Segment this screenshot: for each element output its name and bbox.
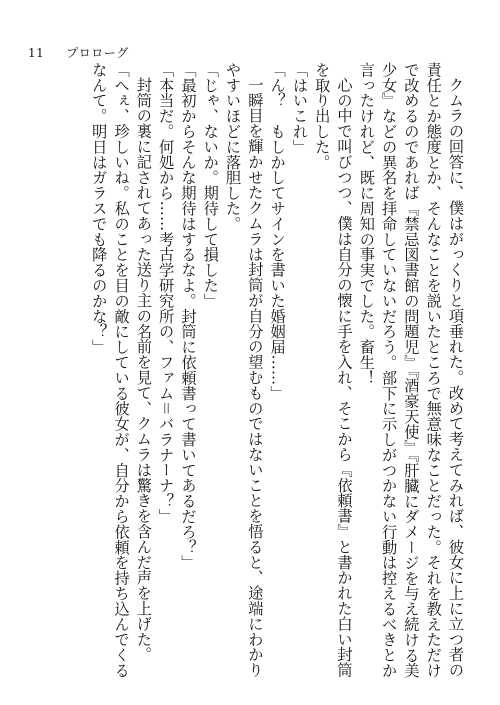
chapter-title: プロローグ [66,46,129,60]
body-text [42,62,467,692]
page-header [28,44,129,61]
paragraph: 心の中で叫びつつ、僕は自分の懐に手を入れ、そこから『依頼書』と書かれた白い封筒を取り出した。 [313,62,354,678]
page-number: 11 [28,46,45,60]
paragraph: 封筒の裏に記されてあった送り主の名前を見て、クムラは驚きを含んだ声を上げた。 [134,77,153,663]
dialogue-line: 「本当だ。何処から……考古学研究所の、ファム＝バラナーナ？」 [157,62,176,524]
paragraph: クムラの回答に、僕はがっくりと項垂れた。改めて考えてみれば、彼女に上に立つ者の責任とか態度とか、そんなことを説いたところで無意味なことだった。それを教えただけで改めるのであれば『禁忌図書館の問題児』『酒豪天使』『肝臓にダメージを与え続ける美少女』などの異名を拝命していないだろう。部下に示しがつかない行動は控えるべきとか言ったけれど、既に周知の事実でした。畜生！ [357,62,465,679]
dialogue-line: 「ん？ もしかしてサインを書いた婚姻届……」 [268,62,287,401]
dialogue-line: 「最初からそんな期待はするなよ。封筒に依頼書って書いてあるだろ？」 [179,62,198,571]
dialogue-line: 「へぇ、珍しいね。私のことを目の敵にしている彼女が、自分から依頼を持ち込んでくるなんて。明日はガラスでも降るのかな？」 [90,62,131,678]
dialogue-line: 「じゃ、ないか。期待して損した」 [201,62,220,309]
dialogue-line: 「はいこれ」 [290,62,309,155]
paragraph: 一瞬目を輝かせたクムラは封筒が自分の望むものではないことを悟ると、途端にわかりやすいほどに落胆した。 [224,62,265,678]
